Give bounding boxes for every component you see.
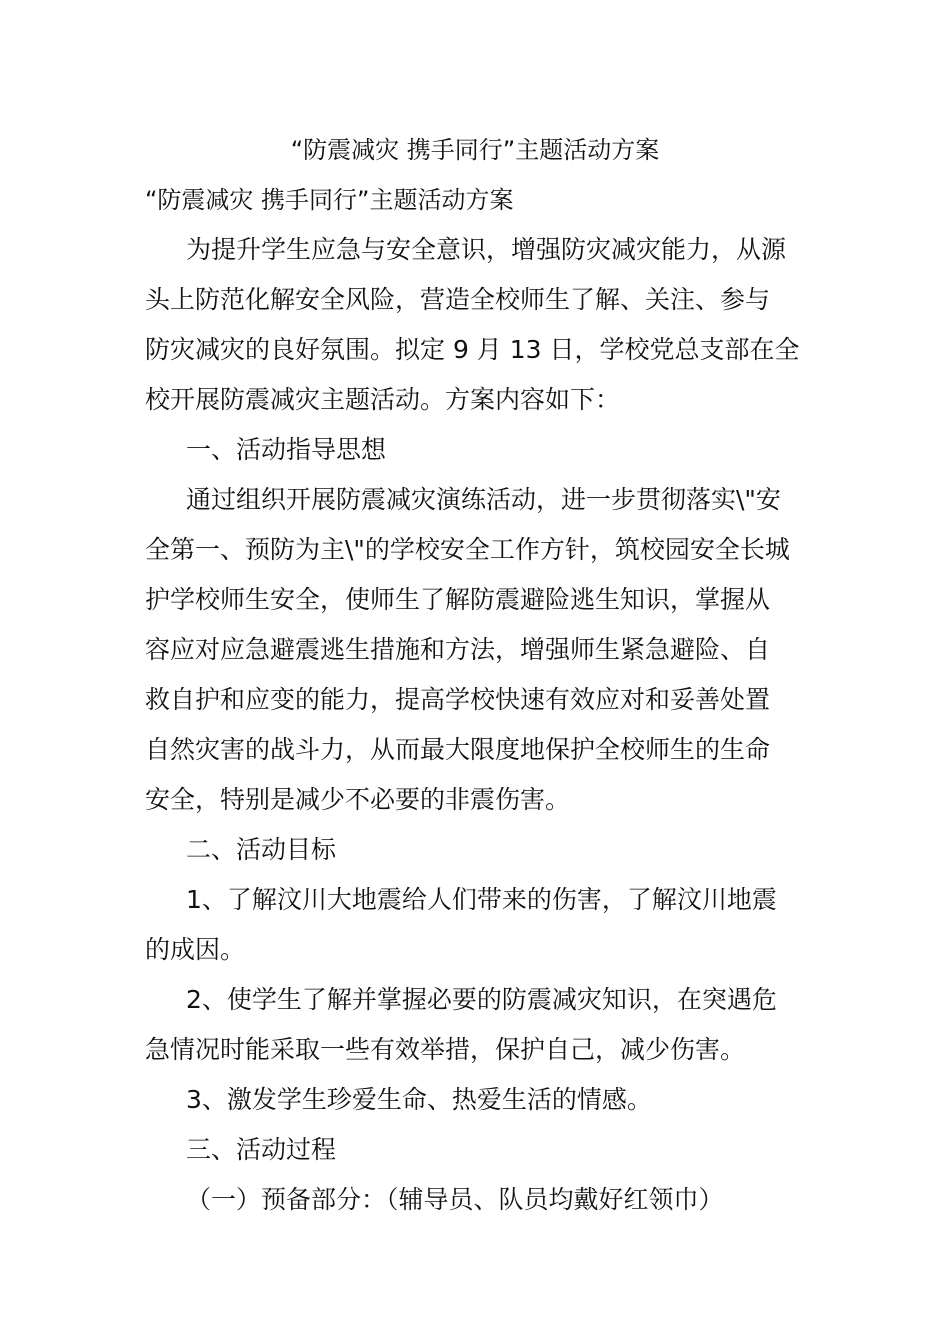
goal-1-line: 的成因。 bbox=[145, 935, 246, 964]
intro-line: 头上防范化解安全风险，营造全校师生了解、关注、参与 bbox=[145, 285, 771, 314]
subsection-1: （一）预备部分：（辅导员、队员均戴好红领巾） bbox=[186, 1185, 724, 1214]
goal-2-line: 2、使学生了解并掌握必要的防震减灾知识，在突遇危 bbox=[186, 985, 777, 1014]
section1-line: 容应对应急避震逃生措施和方法，增强师生紧急避险、自 bbox=[145, 635, 771, 664]
goal-3: 3、激发学生珍爱生命、热爱生活的情感。 bbox=[186, 1085, 652, 1114]
document-subtitle: “防震减灾 携手同行”主题活动方案 bbox=[145, 186, 514, 214]
goal-2-line: 急情况时能采取一些有效举措，保护自己，减少伤害。 bbox=[145, 1035, 746, 1064]
goal-1-line: 1、了解汶川大地震给人们带来的伤害，了解汶川地震 bbox=[186, 885, 777, 914]
intro-line: 防灾减灾的良好氛围。拟定 9 月 13 日，学校党总支部在全 bbox=[145, 335, 800, 364]
section1-line: 救自护和应变的能力，提高学校快速有效应对和妥善处置 bbox=[145, 685, 771, 714]
section1-line: 护学校师生安全，使师生了解防震避险逃生知识，掌握从 bbox=[145, 585, 771, 614]
section1-line: 通过组织开展防震减灾演练活动，进一步贯彻落实\"安 bbox=[186, 485, 781, 514]
section-heading-1: 一、活动指导思想 bbox=[186, 435, 387, 464]
section-heading-2: 二、活动目标 bbox=[186, 835, 337, 864]
intro-line: 校开展防震减灾主题活动。方案内容如下： bbox=[145, 385, 621, 414]
intro-line: 为提升学生应急与安全意识，增强防灾减灾能力，从源 bbox=[186, 235, 787, 264]
section1-line: 安全，特别是减少不必要的非震伤害。 bbox=[145, 785, 571, 814]
section1-line: 自然灾害的战斗力，从而最大限度地保护全校师生的生命 bbox=[145, 735, 771, 764]
section1-line: 全第一、预防为主\"的学校安全工作方针，筑校园安全长城 bbox=[145, 535, 790, 564]
section-heading-3: 三、活动过程 bbox=[186, 1135, 337, 1164]
document-title: “防震减灾 携手同行”主题活动方案 bbox=[290, 136, 660, 164]
